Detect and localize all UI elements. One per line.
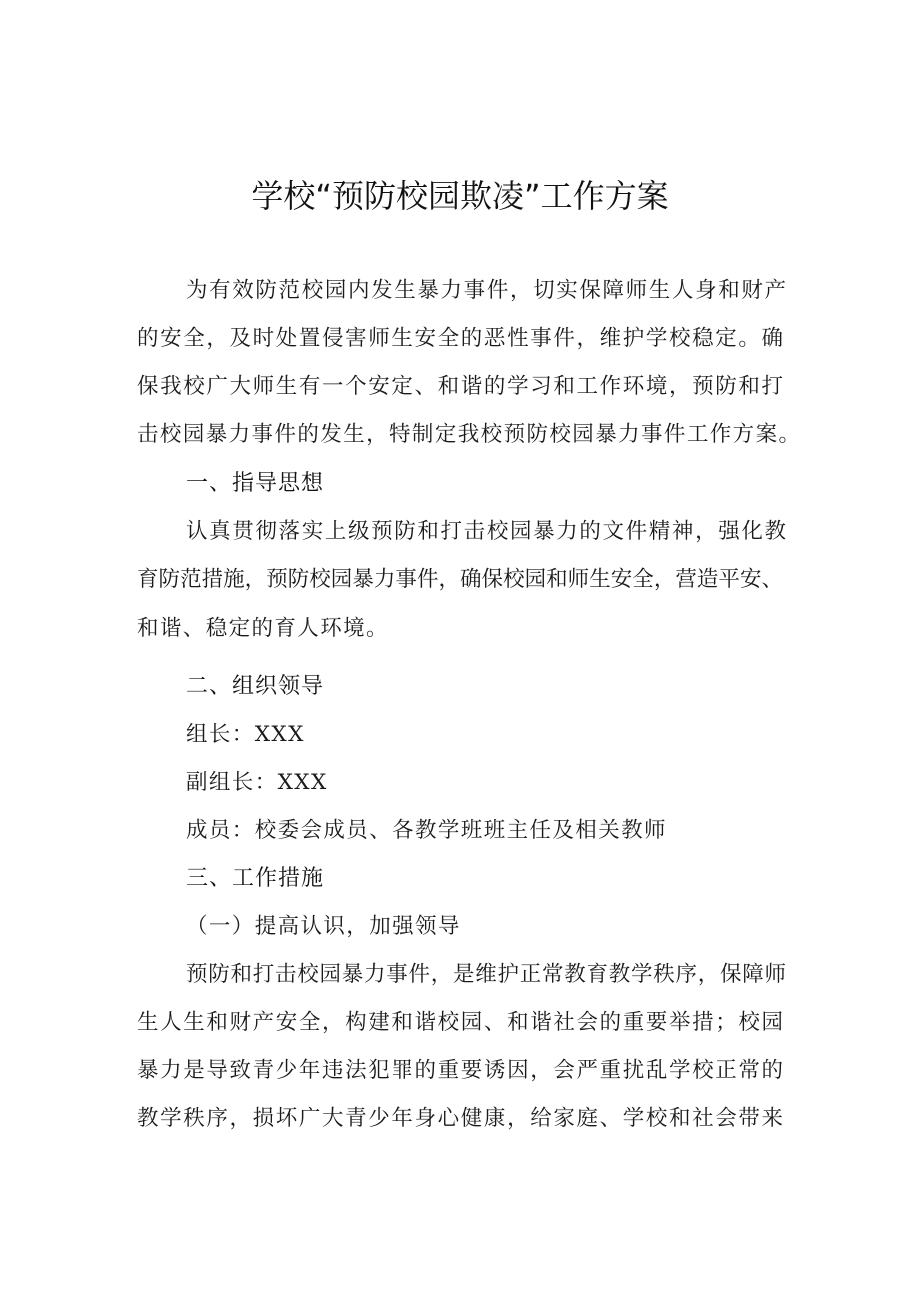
members-line: 成员：校委会成员、各教学班班主任及相关教师 [186,818,667,843]
document-title: 学校“预防校园欺凌”工作方案 [251,177,669,215]
intro-line-4: 击校园暴力事件的发生，特制定我校预防校园暴力事件工作方案。 [137,422,800,447]
section-1-line-1: 认真贯彻落实上级预防和打击校园暴力的文件精神，强化教 [186,519,786,544]
intro-line-1: 为有效防范校园内发生暴力事件，切实保障师生人身和财产 [186,278,786,303]
intro-line-3: 保我校广大师生有一个安定、和谐的学习和工作环境，预防和打 [137,374,783,399]
leader-line: 组长：XXX [186,722,305,747]
section-1-line-3: 和谐、稳定的育人环境。 [137,616,389,641]
section-2-heading: 二、组织领导 [186,674,325,699]
section-3-line-4: 教学秩序，损坏广大青少年身心健康，给家庭、学校和社会带来 [137,1106,783,1131]
section-1-heading: 一、指导思想 [186,471,325,496]
intro-line-2: 的安全，及时处置侵害师生安全的恶性事件，维护学校稳定。确 [137,326,783,351]
deputy-leader-line: 副组长：XXX [186,770,328,795]
section-3-line-2: 生人生和财产安全，构建和谐校园、和谐社会的重要举措；校园 [137,1010,783,1035]
section-1-line-2: 育防范措施，预防校园暴力事件，确保校园和师生安全，营造平安、 [137,567,783,592]
section-3-heading: 三、工作措施 [186,866,325,891]
section-3-line-3: 暴力是导致青少年违法犯罪的重要诱因，会严重扰乱学校正常的 [137,1058,783,1083]
subsection-1-heading: （一）提高认识，加强领导 [186,914,461,939]
section-3-line-1: 预防和打击校园暴力事件，是维护正常教育教学秩序，保障师 [186,962,786,987]
